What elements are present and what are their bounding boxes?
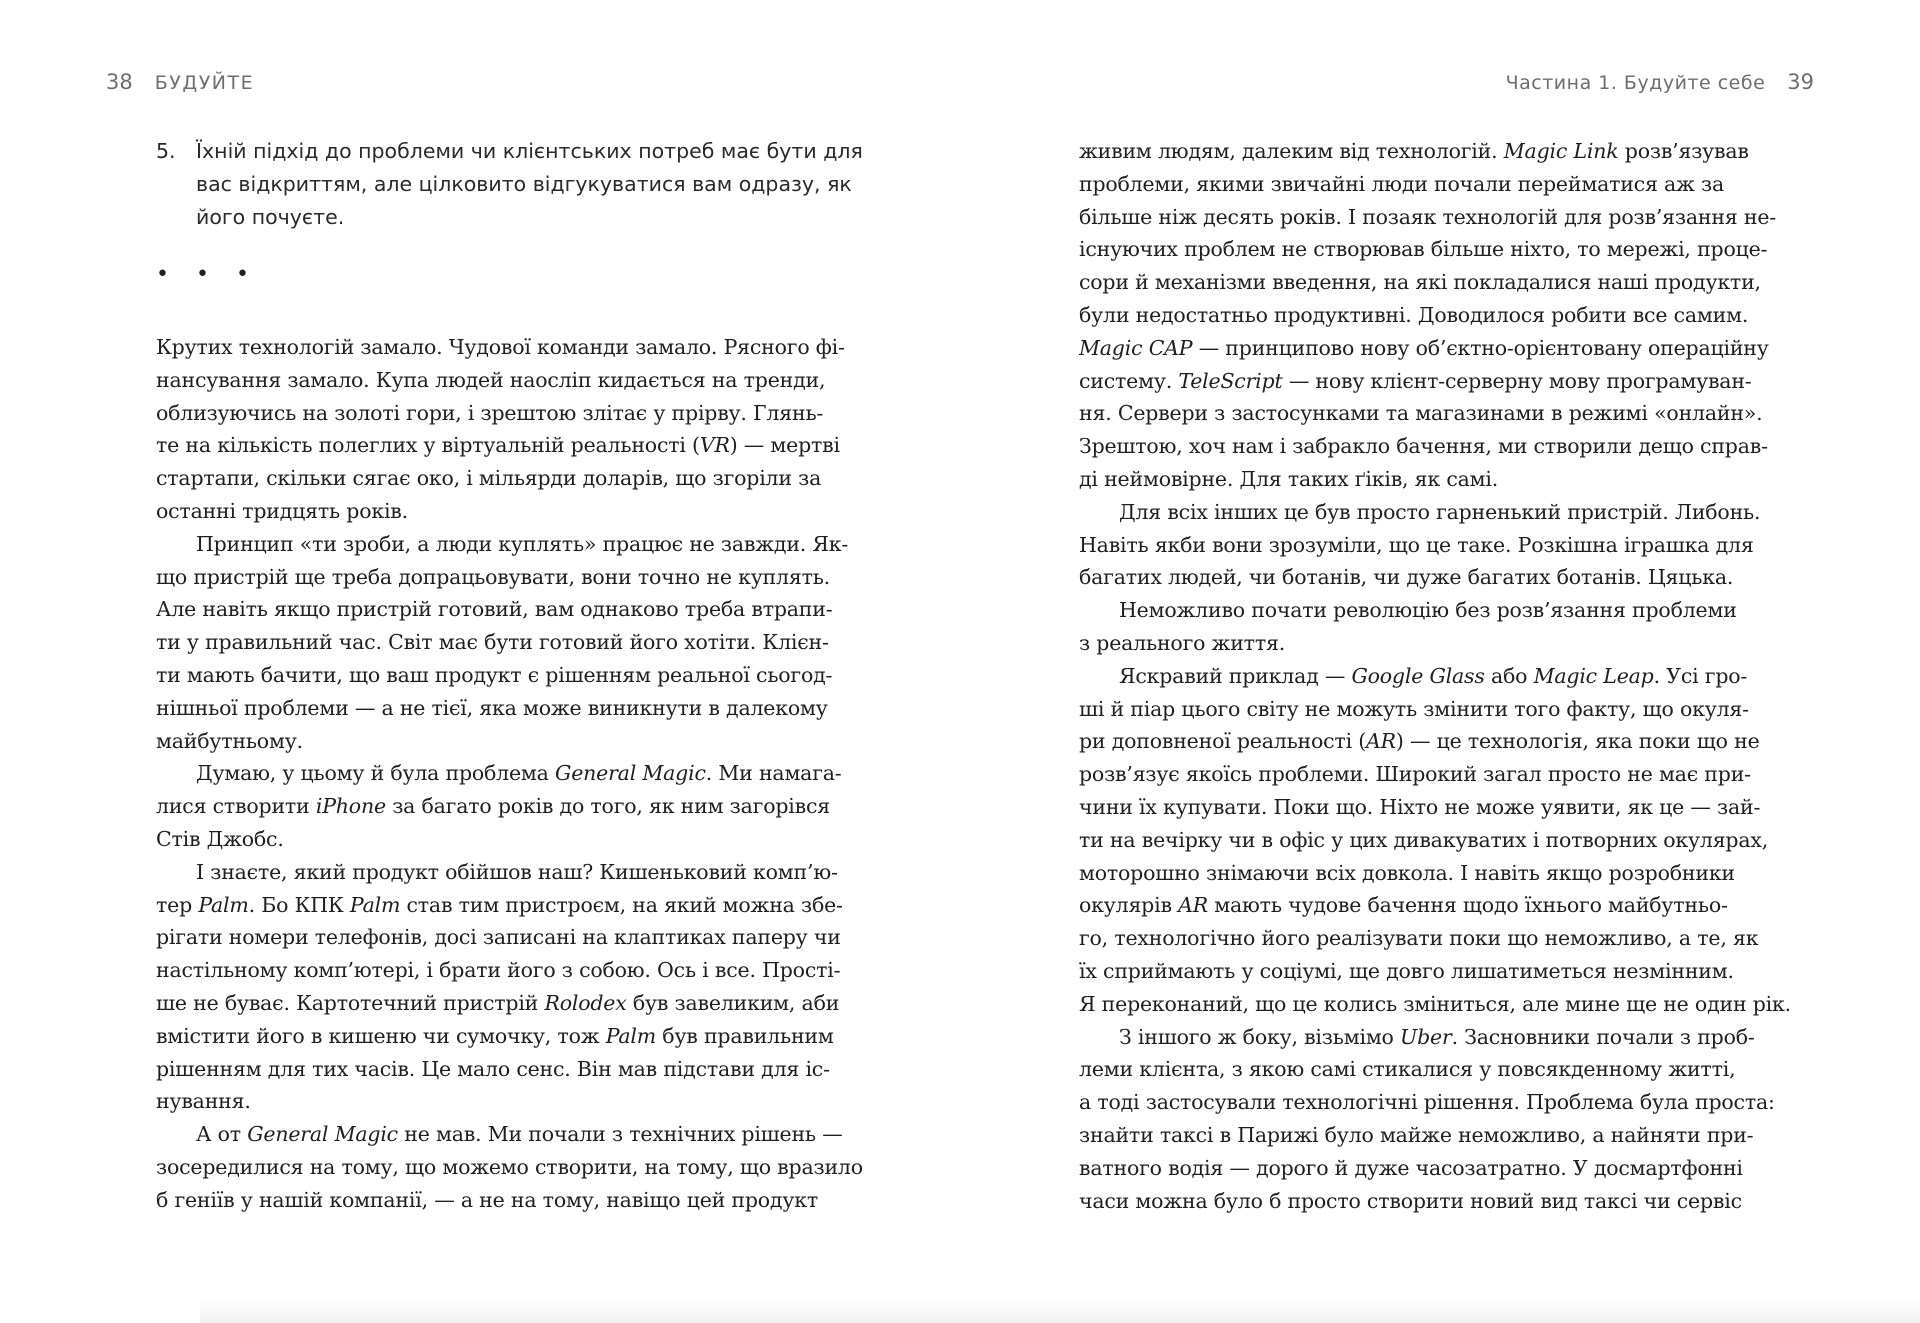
text-segment: а тоді застосували технологічні рішення. Проблема була проста: (1079, 1090, 1775, 1115)
text-segment: був завеликим, аби (626, 990, 840, 1015)
italic-term: Palm (605, 1023, 656, 1048)
text-segment: нування. (156, 1089, 251, 1114)
text-line (1079, 266, 1769, 299)
list-item-line: вас відкриттям, але цілковито відгукуватися вам одразу, як (196, 172, 852, 196)
page-number-left: 38 (106, 70, 133, 94)
text-line (1079, 725, 1769, 758)
text-segment: Принцип «ти зроби, а люди куплять» працює не завжди. Як- (196, 531, 849, 556)
text-segment: їх сприймають у соціумі, ще довго лишатиметься незмінним. (1079, 958, 1734, 983)
italic-term: Magic CAP (1079, 335, 1193, 360)
text-line (156, 692, 846, 725)
text-line (156, 823, 846, 856)
text-segment: систему. (1079, 368, 1179, 393)
italic-term: Uber (1400, 1024, 1452, 1049)
text-line (1079, 693, 1769, 726)
text-segment: Неможливо почати революцію без розв’язання проблеми (1119, 598, 1737, 623)
italic-term: Palm (198, 892, 249, 917)
text-segment: Зрештою, хоч нам і забракло бачення, ми створили дещо справ- (1079, 434, 1768, 459)
text-line (1079, 1086, 1775, 1119)
text-segment: ді неймовірне. Для таких ґіків, як самі. (1079, 466, 1499, 491)
text-segment: або (1484, 663, 1534, 688)
text-line (1079, 496, 1769, 529)
text-line (156, 1085, 846, 1118)
text-line (1079, 1021, 1769, 1054)
text-line (1079, 1119, 1769, 1152)
text-segment: ти на вечірку чи в офіс у цих дивакуватих і потворних окулярах, (1079, 827, 1769, 852)
text-line (156, 856, 846, 889)
section-separator: • • • (156, 262, 259, 287)
text-segment: розв’язував (1618, 139, 1749, 163)
text-segment: б геніїв у нашій компанії, — а не на тому, навіщо цей продукт (156, 1187, 818, 1212)
text-segment: майбутньому. (156, 728, 303, 753)
text-segment: А от (196, 1122, 248, 1147)
text-segment: мають чудове бачення щодо їхнього майбутньо- (1207, 893, 1728, 918)
left-body-text (156, 331, 863, 1217)
text-line (1079, 430, 1769, 463)
italic-term: Google Glass (1351, 663, 1485, 688)
text-segment: І знаєте, який продукт обійшов наш? Кишеньковий комп’ю- (196, 859, 838, 884)
text-line (156, 921, 846, 954)
text-segment: Крутих технологій замало. Чудової команди замало. Рясного фі- (156, 335, 845, 359)
text-segment: . Ми намага- (705, 761, 842, 786)
text-segment: Думаю, у цьому й була проблема (196, 761, 556, 786)
italic-term: iPhone (315, 794, 386, 819)
text-segment: за багато років до того, як ним загорівся (385, 794, 830, 819)
text-segment: рішенням для тих часів. Це мало сенс. Він мав підстави для іс- (156, 1056, 830, 1081)
text-line (156, 889, 846, 922)
text-segment: багатих людей, чи ботанів, чи дуже багатих ботанів. Цяцька. (1079, 565, 1734, 590)
text-segment: знайти таксі в Парижі було майже неможливо, а найняти при- (1079, 1122, 1754, 1147)
text-line (1079, 824, 1769, 857)
text-line (1079, 955, 1769, 988)
text-segment: . Усі гро- (1653, 663, 1748, 688)
list-marker: 5. (156, 139, 176, 163)
text-segment: тер (156, 892, 199, 917)
text-line (156, 364, 846, 397)
text-line (1079, 594, 1769, 627)
text-segment: останні тридцять років. (156, 498, 408, 523)
text-segment: більше ніж десять років. І позаяк технологій для розв’язання не- (1079, 204, 1776, 229)
text-line (1079, 168, 1769, 201)
text-segment: Яскравий приклад — (1119, 663, 1352, 688)
running-head-title-left: БУДУЙТЕ (154, 72, 255, 94)
text-line (156, 561, 846, 594)
text-segment: ня. Сервери з застосунками та магазинами в режимі «онлайн». (1079, 401, 1763, 426)
text-segment: розв’язує якоїсь проблеми. Широкий загал просто не має при- (1079, 762, 1751, 787)
text-line (1079, 988, 1791, 1021)
text-segment: існуючих проблем не створював більше ніхто, то мережі, проце- (1079, 237, 1768, 262)
italic-term: AR (1366, 729, 1396, 754)
text-segment: лися створити (156, 794, 316, 819)
text-line (156, 626, 846, 659)
text-segment: Я переконаний, що це колись зміниться, але мине ще не один рік. (1079, 991, 1791, 1016)
text-segment: те на кількість полеглих у віртуальній реальності ( (156, 433, 700, 458)
text-segment: чини їх купувати. Поки що. Ніхто не може уявити, як це — зай- (1079, 794, 1761, 819)
italic-term: Magic Link (1503, 139, 1619, 163)
text-segment: був правильним (655, 1023, 834, 1048)
text-segment: стартапи, скільки сягає око, і мільярди доларів, що згоріли за (156, 466, 822, 491)
text-segment: що пристрій ще треба допрацьовувати, вони точно не куплять. (156, 564, 830, 589)
text-segment: леми клієнта, з якою самі стикалися у повсякденному житті, (1079, 1057, 1736, 1082)
text-line (156, 429, 846, 462)
text-segment: сори й механізми введення, на які покладалися наші продукти, (1079, 270, 1761, 295)
text-line (156, 331, 846, 364)
text-line (156, 593, 846, 626)
italic-term: Rolodex (544, 990, 627, 1015)
text-segment: ватного водія — дорого й дуже часозатратно. У досмартфонні (1079, 1155, 1743, 1180)
text-line (1079, 299, 1769, 332)
italic-term: VR (699, 433, 730, 458)
text-segment: З іншого ж боку, візьмімо (1119, 1024, 1401, 1049)
text-segment: Але навіть якщо пристрій готовий, вам однаково треба втрапи- (156, 597, 833, 622)
text-line (1079, 660, 1769, 693)
text-line (156, 954, 846, 987)
text-line (156, 790, 846, 823)
text-segment: ) — це технологія, яка поки що не (1395, 729, 1760, 754)
text-segment: вмістити його в кишеню чи сумочку, тож (156, 1023, 606, 1048)
right-page (960, 0, 1920, 1323)
text-segment: — нову клієнт-серверну мову програмуван- (1282, 368, 1752, 393)
text-line (156, 1151, 863, 1184)
numbered-list-item (156, 135, 863, 234)
italic-term: General Magic (247, 1122, 398, 1147)
text-line (156, 659, 846, 692)
italic-term: Magic Leap (1533, 663, 1654, 688)
text-segment: ти мають бачити, що ваш продукт є рішенням реальної сьогод- (156, 662, 833, 687)
text-segment: ) — мертві (729, 433, 840, 458)
text-segment: не мав. Ми почали з технічних рішень — (397, 1122, 843, 1147)
text-segment: рігати номери телефонів, досі записані на клаптиках паперу чи (156, 925, 841, 950)
text-line (1079, 332, 1769, 365)
text-segment: . Бо КПК (248, 892, 350, 917)
text-segment: ші й піар цього світу не можуть змінити того факту, що окуля- (1079, 696, 1749, 721)
text-line (1079, 758, 1769, 791)
text-line (156, 1184, 846, 1217)
text-line (1079, 1053, 1769, 1086)
text-segment: проблеми, якими звичайні люди почали перейматися аж за (1079, 171, 1725, 196)
text-line (156, 1053, 846, 1086)
text-segment: облизуючись на золоті гори, і зрештою злітає у прірву. Глянь- (156, 400, 824, 425)
text-segment: живим людям, далеким від технологій. (1079, 139, 1504, 163)
text-line (156, 1020, 846, 1053)
text-segment: з реального життя. (1079, 630, 1286, 655)
text-line (1079, 791, 1769, 824)
text-line (1079, 135, 1769, 168)
text-segment: зосередилися на тому, що можемо створити, на тому, що вразило (156, 1154, 863, 1179)
text-segment: ше не буває. Картотечний пристрій (156, 990, 545, 1015)
text-line (1079, 1185, 1769, 1218)
text-segment: Навіть якби вони зрозуміли, що це таке. Розкішна іграшка для (1079, 532, 1754, 557)
text-segment: ти у правильний час. Світ має бути готовий його хотіти. Клієн- (156, 630, 829, 655)
italic-term: AR (1178, 893, 1208, 918)
text-segment: часи можна було б просто створити новий вид таксі чи сервіс (1079, 1188, 1742, 1213)
list-item-line: Їхній підхід до проблеми чи клієнтських потреб має бути для (196, 139, 863, 163)
text-segment: були недостатньо продуктивні. Доводилося робити все самим. (1079, 302, 1749, 327)
text-line (1079, 365, 1769, 398)
text-line (156, 725, 846, 758)
text-line (156, 528, 849, 561)
text-line (156, 495, 846, 528)
list-item-line: його почуєте. (196, 205, 345, 229)
right-body-text (1079, 135, 1791, 1217)
text-line (156, 397, 846, 430)
italic-term: Palm (349, 892, 401, 917)
text-segment: настільному комп’ютері, і брати його з собою. Ось і все. Прості- (156, 958, 841, 983)
text-line (1079, 922, 1769, 955)
italic-term: TeleScript (1178, 368, 1283, 393)
text-segment: . Засновники почали з проб- (1451, 1024, 1755, 1049)
text-segment: — принципово нову об’єктно-орієнтовану операційну (1192, 335, 1769, 360)
running-head-title-right: Частина 1. Будуйте себе (1505, 72, 1766, 94)
text-line (1079, 233, 1769, 266)
text-segment: нансування замало. Купа людей наосліп кидається на тренди, (156, 367, 826, 392)
running-head-right (1506, 70, 1814, 94)
italic-term: General Magic (555, 761, 706, 786)
text-line (1079, 561, 1769, 594)
text-line (156, 757, 846, 790)
text-segment: став тим пристроєм, на який можна збе- (400, 892, 843, 917)
text-line (1079, 529, 1769, 562)
text-segment: го, технологічно його реалізувати поки що неможливо, а те, як (1079, 926, 1759, 951)
text-segment: нішньої проблеми — а не тієї, яка може виникнути в далекому (156, 695, 828, 720)
text-line (1079, 627, 1769, 660)
text-line (1079, 857, 1769, 890)
text-line (1079, 201, 1776, 234)
text-line (1079, 463, 1769, 496)
text-line (1079, 1152, 1769, 1185)
running-head-left (106, 70, 254, 94)
text-line (156, 462, 846, 495)
text-line (156, 987, 846, 1020)
text-line (1079, 397, 1769, 430)
text-segment: ри доповненої реальності ( (1079, 729, 1367, 754)
text-segment: окулярів (1079, 893, 1179, 918)
page-number-right: 39 (1787, 70, 1814, 94)
text-segment: Стів Джобс. (156, 826, 284, 851)
text-line (156, 1118, 846, 1151)
text-segment: Для всіх інших це був просто гарненький пристрій. Либонь. (1119, 499, 1761, 524)
text-line (1079, 889, 1769, 922)
text-segment: моторошно знімаючи всіх довкола. І навіть якщо розробники (1079, 860, 1735, 885)
